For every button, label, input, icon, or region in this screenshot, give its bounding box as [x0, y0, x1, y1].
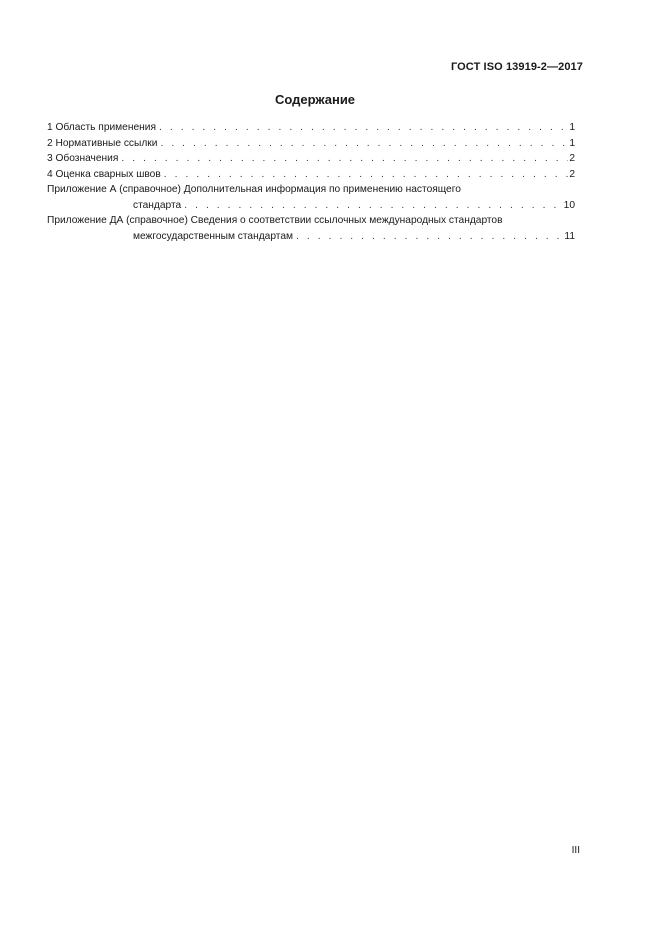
toc-entry-label-line1: Приложение ДА (справочное) Сведения о соответствии ссылочных международных стандартов [47, 215, 503, 226]
toc-entry-page: 2 [569, 168, 575, 180]
toc-entry-label: 1 Область применения [47, 122, 156, 133]
toc-entry-scope[interactable] [47, 120, 575, 136]
dot-leader [164, 167, 569, 183]
toc-entry-annex-a[interactable] [47, 182, 575, 213]
dot-leader [296, 229, 563, 245]
toc-title: Содержание [274, 92, 356, 107]
toc-entry-page: 2 [569, 153, 575, 164]
toc-entry-label: 3 Обозначения [47, 153, 119, 164]
page-number: III [571, 845, 580, 856]
dot-leader [121, 151, 568, 167]
toc-entry-annex-da[interactable] [47, 213, 575, 244]
toc-entry-label: 2 Нормативные ссылки [47, 137, 158, 149]
table-of-contents [47, 120, 575, 244]
toc-entry-label: 4 Оценка сварных швов [47, 168, 161, 180]
dot-leader [184, 198, 562, 214]
toc-entry-normative-references[interactable] [47, 136, 575, 152]
toc-entry-page: 1 [569, 137, 575, 149]
document-code: ГОСТ ISO 13919-2—2017 [450, 61, 583, 73]
toc-entry-label-line2: межгосударственным стандартам [133, 230, 293, 242]
toc-entry-symbols[interactable] [47, 151, 575, 167]
toc-entry-page: 10 [563, 199, 575, 211]
dot-leader [160, 136, 568, 152]
toc-entry-weld-assessment[interactable] [47, 167, 575, 183]
toc-entry-label-line2: стандарта [133, 199, 182, 211]
toc-entry-page: 11 [564, 230, 575, 242]
toc-entry-page: 1 [569, 122, 575, 133]
toc-entry-label-line1: Приложение А (справочное) Дополнительная информация по применению настоящего [47, 184, 461, 195]
dot-leader [159, 120, 568, 136]
